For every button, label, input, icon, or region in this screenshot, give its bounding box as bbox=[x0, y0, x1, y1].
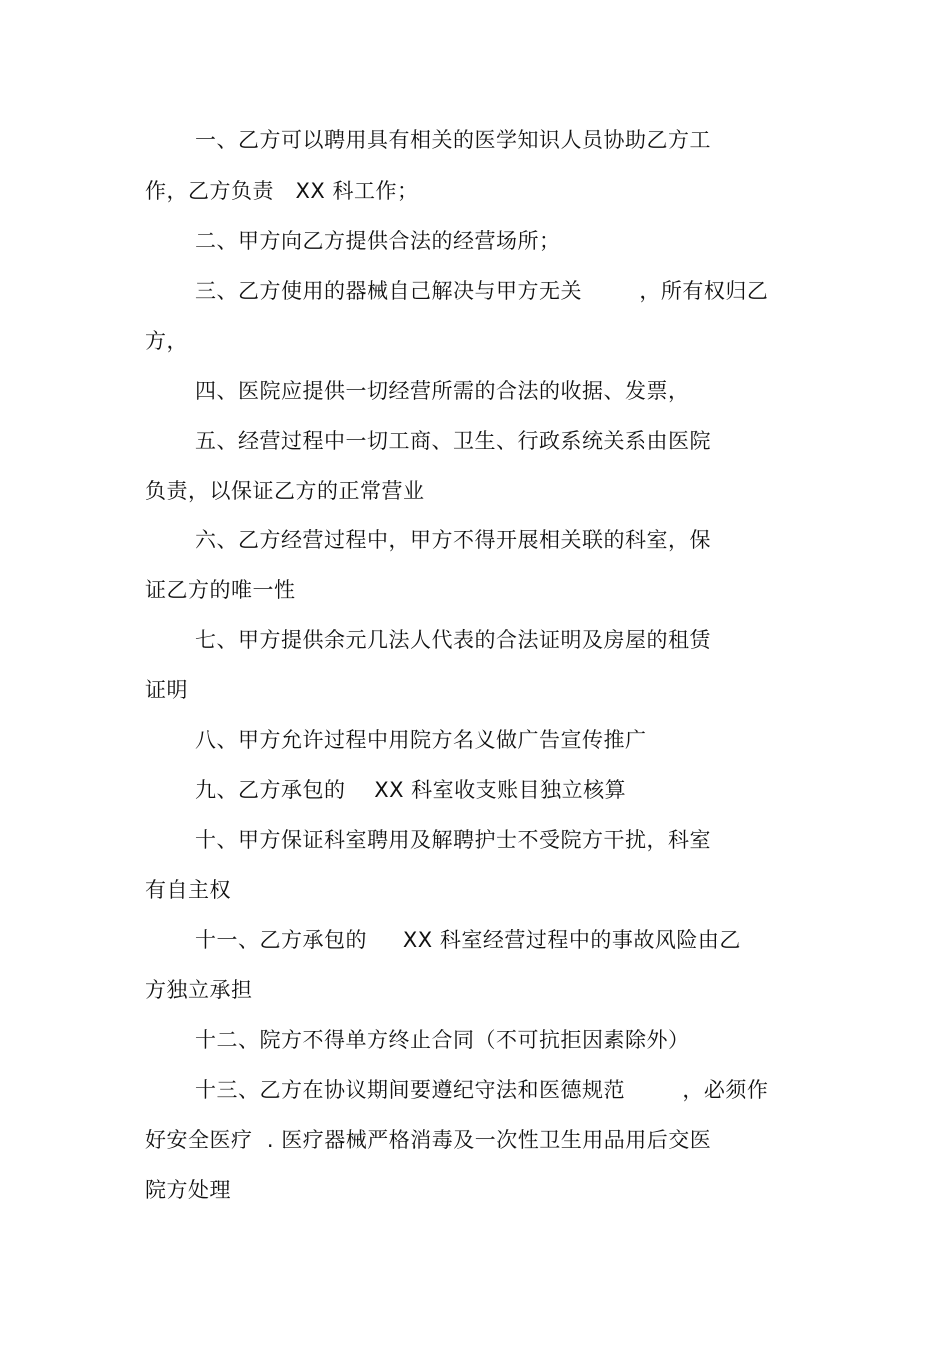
clause-3-line-2: 方， bbox=[145, 329, 188, 353]
clause-13-line-1: 十三、乙方在协议期间要遵纪守法和医德规范 ，必须作 bbox=[195, 1078, 769, 1102]
clause-11-line-1: 十一、乙方承包的 XX 科室经营过程中的事故风险由乙 bbox=[195, 928, 741, 952]
clause-6-line-1: 六、乙方经营过程中，甲方不得开展相关联的科室，保 bbox=[195, 528, 711, 552]
clause-3-line-1: 三、乙方使用的器械自己解决与甲方无关 ，所有权归乙 bbox=[195, 279, 769, 303]
clause-7-line-1: 七、甲方提供余元几法人代表的合法证明及房屋的租赁 bbox=[195, 628, 711, 652]
clause-11-line-2: 方独立承担 bbox=[145, 978, 253, 1002]
clause-10-line-2: 有自主权 bbox=[145, 878, 231, 902]
clause-1-line-1: 一、乙方可以聘用具有相关的医学知识人员协助乙方工 bbox=[195, 128, 711, 152]
clause-5-line-2: 负责，以保证乙方的正常营业 bbox=[145, 479, 425, 503]
clause-2-line-1: 二、甲方向乙方提供合法的经营场所； bbox=[195, 229, 561, 253]
clause-5-line-1: 五、经营过程中一切工商、卫生、行政系统关系由医院 bbox=[195, 429, 711, 453]
clause-10-line-1: 十、甲方保证科室聘用及解聘护士不受院方干扰，科室 bbox=[195, 828, 711, 852]
clause-13-line-3: 院方处理 bbox=[145, 1178, 231, 1202]
clause-4-line-1: 四、医院应提供一切经营所需的合法的收据、发票， bbox=[195, 379, 690, 403]
clause-1-line-2: 作，乙方负责 XX 科工作； bbox=[145, 179, 419, 203]
clause-13-line-2: 好安全医疗 . 医疗器械严格消毒及一次性卫生用品用后交医 bbox=[145, 1128, 712, 1152]
clause-12-line-1: 十二、院方不得单方终止合同（不可抗拒因素除外） bbox=[195, 1028, 690, 1052]
clause-8-line-1: 八、甲方允许过程中用院方名义做广告宣传推广 bbox=[195, 728, 647, 752]
clause-7-line-2: 证明 bbox=[145, 678, 188, 702]
clause-6-line-2: 证乙方的唯一性 bbox=[145, 578, 296, 602]
clause-9-line-1: 九、乙方承包的 XX 科室收支账目独立核算 bbox=[195, 778, 627, 802]
